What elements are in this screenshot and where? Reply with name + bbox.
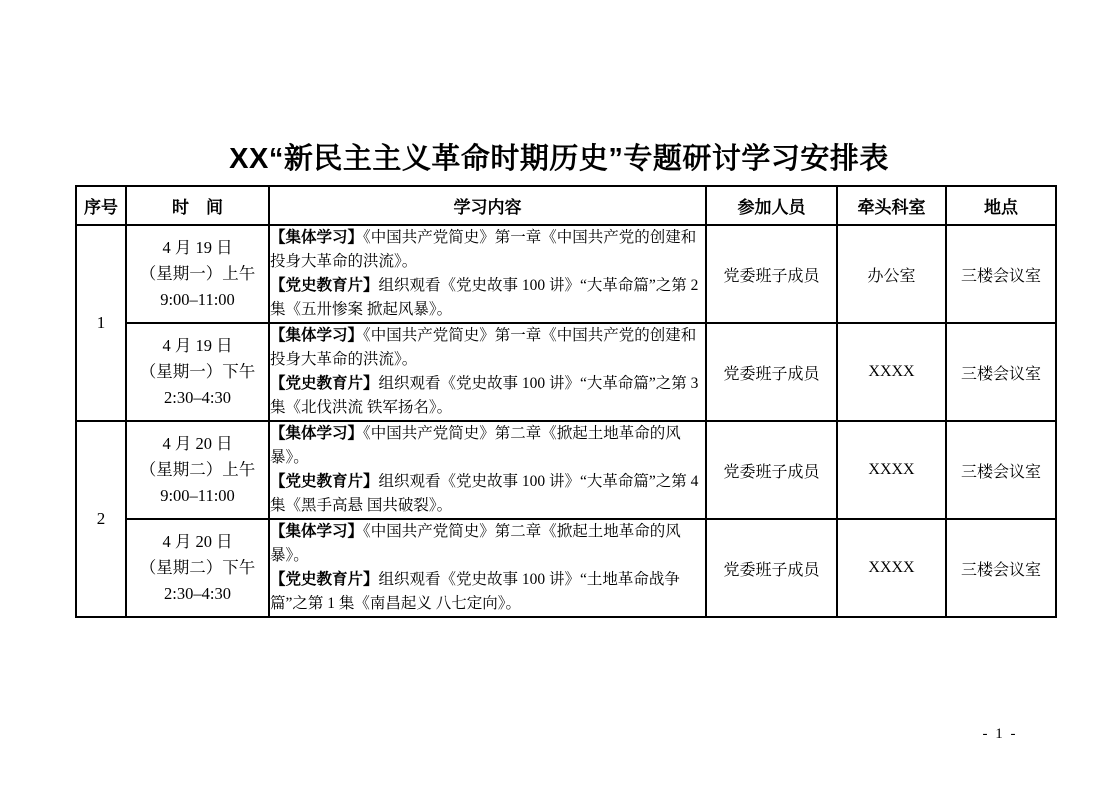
time-day: （星期二）下午 — [139, 558, 256, 577]
time-hours: 9:00–11:00 — [160, 486, 235, 505]
item-label: 【党史教育片】 — [270, 375, 379, 392]
location-cell: 三楼会议室 — [946, 225, 1056, 323]
schedule-row — [76, 225, 1056, 323]
item-text: 组织观看《党史故事 100 讲》“大革命篇”之第 3 集《北伐洪流 铁军扬名》。 — [270, 375, 699, 416]
content-cell — [269, 421, 706, 519]
item-text: 《中国共产党简史》第一章《中国共产党的创建和投身大革命的洪流》。 — [270, 327, 697, 368]
schedule-row — [76, 323, 1056, 421]
study-item — [270, 226, 705, 274]
department-cell: 办公室 — [837, 225, 946, 323]
time-day: （星期二）上午 — [139, 460, 256, 479]
time-date: 4 月 19 日 — [162, 336, 233, 355]
time-cell — [126, 421, 269, 519]
location-cell: 三楼会议室 — [946, 519, 1056, 617]
department-cell: XXXX — [837, 519, 946, 617]
item-label: 【党史教育片】 — [270, 277, 379, 294]
study-item — [270, 274, 705, 322]
item-text: 《中国共产党简史》第一章《中国共产党的创建和投身大革命的洪流》。 — [270, 229, 697, 270]
study-item — [270, 568, 705, 616]
study-item — [270, 520, 705, 568]
content-cell — [269, 225, 706, 323]
time-hours: 2:30–4:30 — [164, 388, 231, 407]
document-title: XX“新民主主义革命时期历史”专题研讨学习安排表 — [229, 143, 889, 175]
time-cell — [126, 519, 269, 617]
content-cell — [269, 519, 706, 617]
schedule-table — [75, 185, 1057, 618]
group-index: 2 — [76, 421, 126, 617]
header-location: 地点 — [946, 186, 1056, 225]
study-item — [270, 372, 705, 420]
header-department: 牵头科室 — [837, 186, 946, 225]
item-label: 【集体学习】 — [270, 327, 364, 344]
time-cell — [126, 323, 269, 421]
study-item — [270, 470, 705, 518]
time-day: （星期一）下午 — [139, 362, 256, 381]
time-hours: 9:00–11:00 — [160, 290, 235, 309]
study-item — [270, 422, 705, 470]
item-label: 【集体学习】 — [270, 523, 364, 540]
item-text: 组织观看《党史故事 100 讲》“土地革命战争篇”之第 1 集《南昌起义 八七定向》。 — [270, 571, 680, 612]
location-cell: 三楼会议室 — [946, 323, 1056, 421]
header-row — [76, 186, 1056, 225]
page-number: - 1 - — [982, 726, 1018, 742]
time-hours: 2:30–4:30 — [164, 584, 231, 603]
schedule-row — [76, 421, 1056, 519]
item-text: 组织观看《党史故事 100 讲》“大革命篇”之第 2 集《五卅惨案 掀起风暴》。 — [270, 277, 699, 318]
item-text: 《中国共产党简史》第二章《掀起土地革命的风暴》。 — [270, 523, 681, 564]
item-label: 【党史教育片】 — [270, 473, 379, 490]
item-label: 【党史教育片】 — [270, 571, 379, 588]
department-cell: XXXX — [837, 323, 946, 421]
item-label: 【集体学习】 — [270, 425, 364, 442]
item-text: 组织观看《党史故事 100 讲》“大革命篇”之第 4 集《黑手高悬 国共破裂》。 — [270, 473, 699, 514]
group-index: 1 — [76, 225, 126, 421]
header-time: 时 间 — [126, 186, 269, 225]
time-date: 4 月 20 日 — [162, 434, 233, 453]
department-cell: XXXX — [837, 421, 946, 519]
time-cell — [126, 225, 269, 323]
participants-cell: 党委班子成员 — [706, 421, 837, 519]
participants-cell: 党委班子成员 — [706, 323, 837, 421]
study-item — [270, 324, 705, 372]
time-day: （星期一）上午 — [139, 264, 256, 283]
location-cell: 三楼会议室 — [946, 421, 1056, 519]
time-date: 4 月 20 日 — [162, 532, 233, 551]
schedule-row — [76, 519, 1056, 617]
header-content: 学习内容 — [269, 186, 706, 225]
participants-cell: 党委班子成员 — [706, 225, 837, 323]
item-label: 【集体学习】 — [270, 229, 364, 246]
header-participants: 参加人员 — [706, 186, 837, 225]
item-text: 《中国共产党简史》第二章《掀起土地革命的风暴》。 — [270, 425, 681, 466]
header-index: 序号 — [76, 186, 126, 225]
time-date: 4 月 19 日 — [162, 238, 233, 257]
content-cell — [269, 323, 706, 421]
participants-cell: 党委班子成员 — [706, 519, 837, 617]
